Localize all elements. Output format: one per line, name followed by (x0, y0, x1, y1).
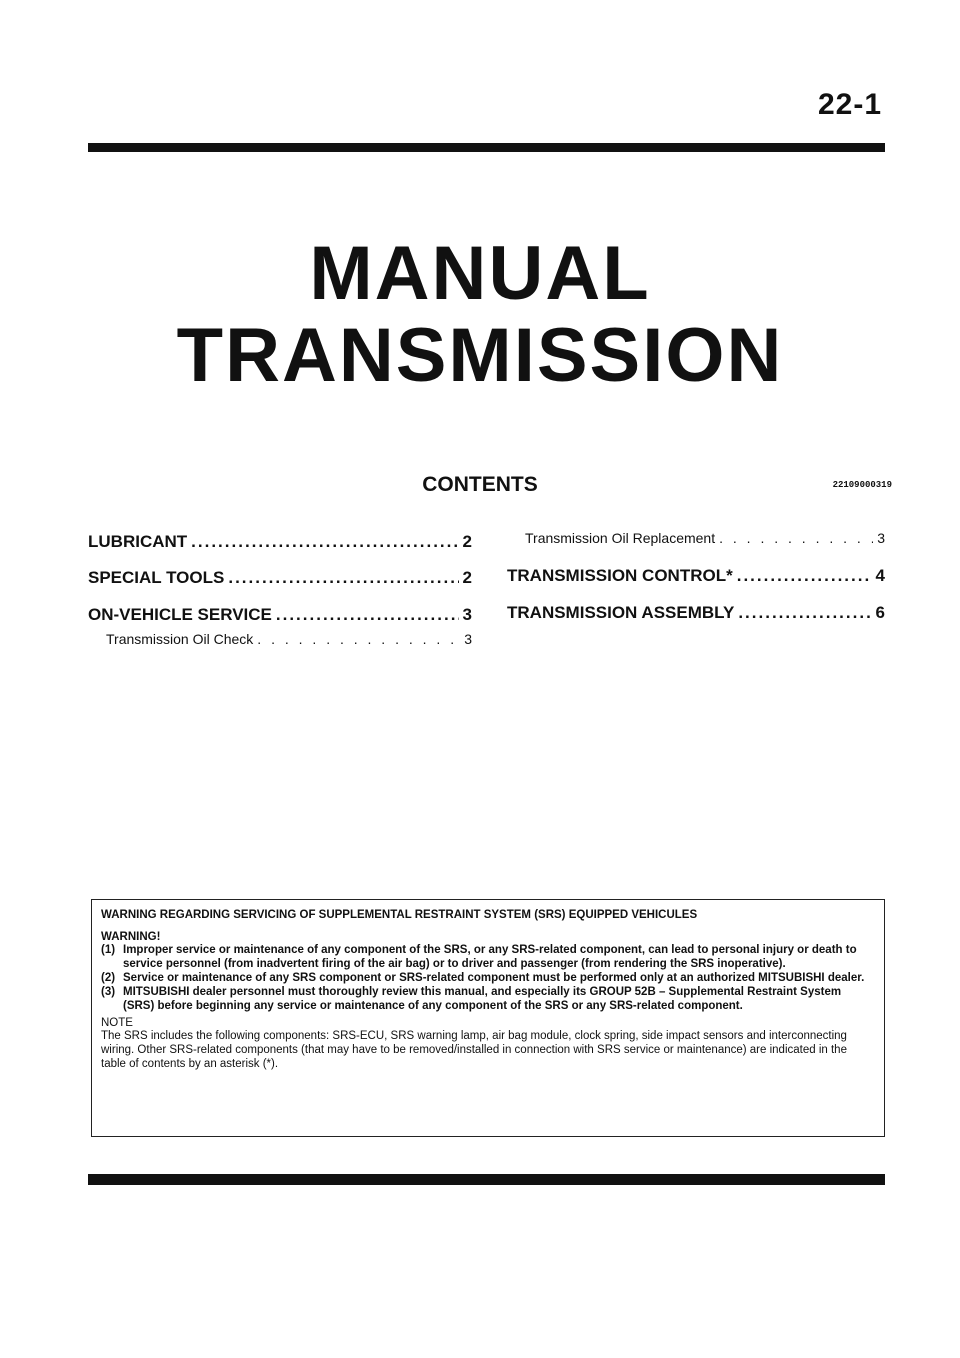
srs-warning-box (91, 899, 885, 1137)
warning-item-text: Improper service or maintenance of any component of the SRS, or any SRS-related component, can lead to personal injury or death to service personnel (from inadvertent firing of the air bag) or to driver and passenger (from rendering the SRS inoperative). (123, 944, 857, 970)
toc-label: SPECIAL TOOLS (88, 568, 225, 587)
toc-page: 6 (875, 603, 885, 622)
toc-page: 3 (462, 605, 472, 624)
toc-entry-special-tools[interactable] (88, 568, 472, 588)
title-line-1: MANUAL (309, 231, 651, 316)
warning-label: WARNING! (101, 931, 161, 943)
warning-item (101, 971, 875, 985)
toc-entry-transmission-assembly[interactable] (507, 603, 885, 623)
toc-page: 3 (464, 631, 472, 647)
toc-leader-dots (276, 605, 459, 625)
top-rule (88, 143, 885, 152)
title-line-2: TRANSMISSION (176, 313, 784, 398)
toc-label: Transmission Oil Check (106, 631, 254, 647)
toc-page: 4 (875, 566, 885, 585)
toc-entry-oil-replacement[interactable] (525, 530, 885, 546)
toc-entry-transmission-control[interactable] (507, 566, 885, 586)
warning-item-text: MITSUBISHI dealer personnel must thoroughly review this manual, and especially its GROUP 52B – Supplemental Restraint System (SRS) before beginning any service or maintenance of any component of the SRS or any SRS-related component. (123, 986, 842, 1012)
toc-label: Transmission Oil Replacement (525, 530, 716, 546)
note-label: NOTE (101, 1017, 133, 1029)
contents-heading: CONTENTS (422, 473, 538, 496)
note-text: The SRS includes the following components: SRS-ECU, SRS warning lamp, air bag module, clock spring, side impact sensors and interconnecting wiring. Other SRS-related components (that may have to be removed/installed in connection with SRS service or maintenance) are indicated in the table of contents by an asterisk (*). (101, 1030, 847, 1070)
warning-item (101, 943, 875, 971)
toc-leader-dots (738, 603, 871, 623)
toc-page: 3 (877, 530, 885, 546)
warning-item-number: (1) (101, 944, 116, 956)
warning-item-number: (2) (101, 972, 116, 984)
warning-item-text: Service or maintenance of any SRS component or SRS-related component must be performed only at an authorized MITSUBISHI dealer. (123, 972, 865, 984)
toc-entry-lubricant[interactable] (88, 532, 472, 552)
toc-leader-dots (191, 532, 458, 552)
toc-leader-dots (257, 631, 460, 647)
document-code: 22109000319 (832, 480, 892, 490)
warning-item (101, 985, 875, 1013)
toc-entry-oil-check[interactable] (106, 631, 472, 647)
bottom-rule (88, 1174, 885, 1185)
toc-label: ON-VEHICLE SERVICE (88, 605, 272, 624)
toc-label: TRANSMISSION ASSEMBLY (507, 603, 735, 622)
toc-entry-on-vehicle-service[interactable] (88, 605, 472, 625)
page-number: 22-1 (817, 88, 882, 121)
toc-leader-dots (719, 530, 873, 546)
toc-page: 2 (462, 568, 472, 587)
warning-title: WARNING REGARDING SERVICING OF SUPPLEMENTAL RESTRAINT SYSTEM (SRS) EQUIPPED VEHICULES (101, 909, 698, 921)
toc-leader-dots (737, 566, 872, 586)
toc-leader-dots (228, 568, 458, 588)
toc-label: TRANSMISSION CONTROL* (507, 566, 733, 585)
toc-page: 2 (462, 532, 472, 551)
warning-item-number: (3) (101, 986, 116, 998)
toc-label: LUBRICANT (88, 532, 188, 551)
